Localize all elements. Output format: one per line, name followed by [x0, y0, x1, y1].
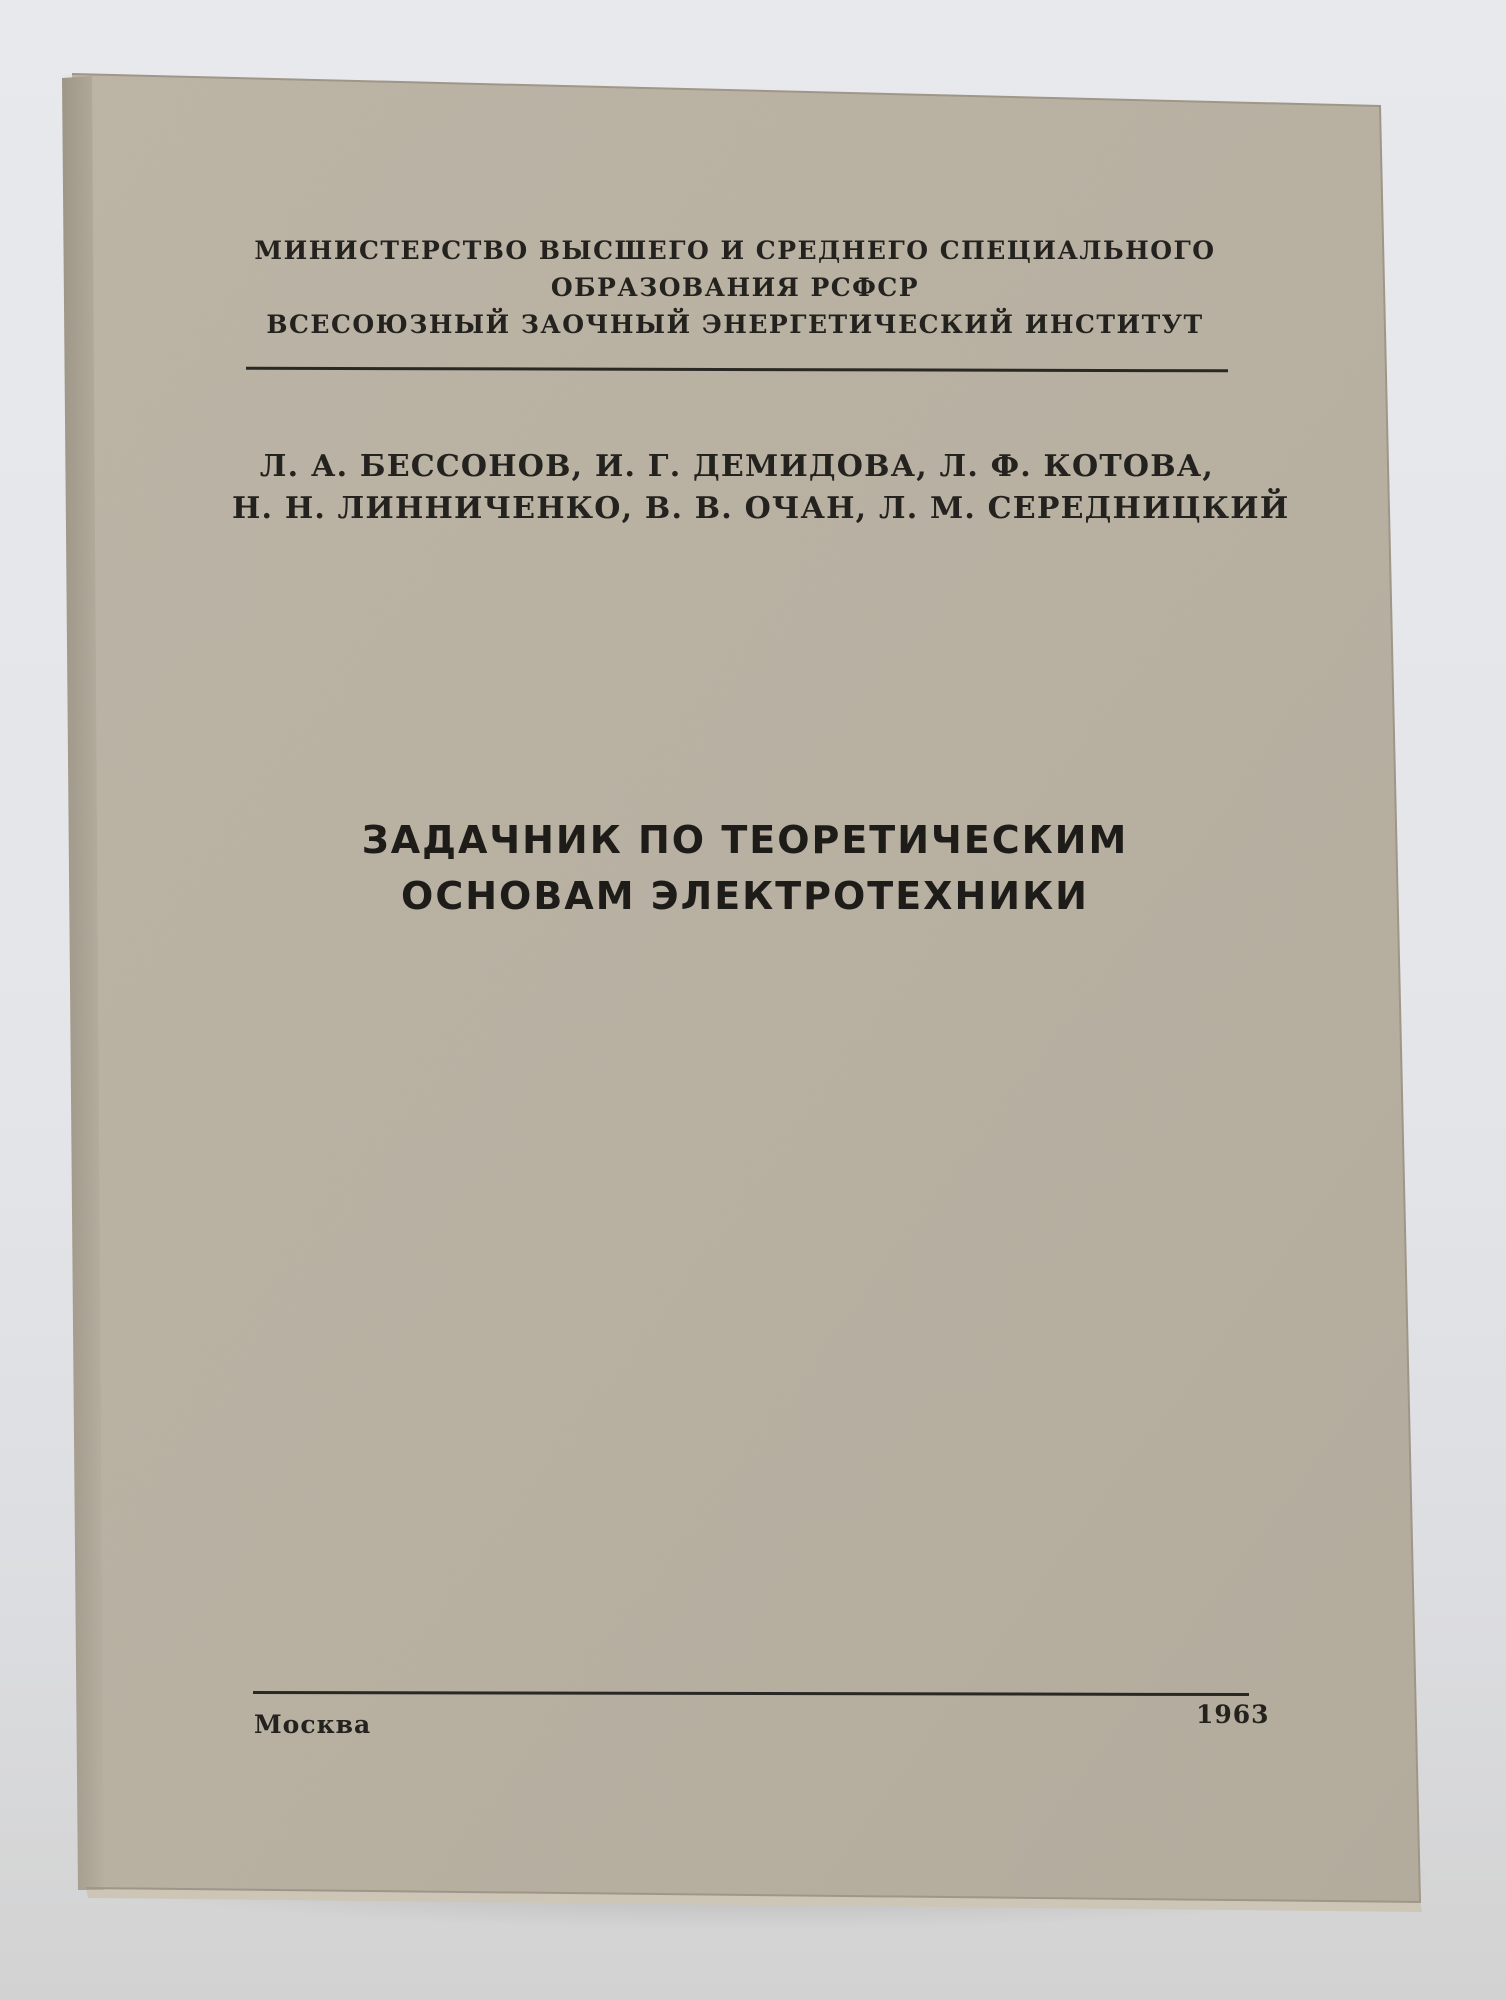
header-line-ministry: МИНИСТЕРСТВО ВЫСШЕГО И СРЕДНЕГО СПЕЦИАЛЬНОГО	[254, 236, 1216, 265]
publication-city: Москва	[254, 1710, 372, 1739]
footer-divider	[253, 1691, 1249, 1696]
header-line-education: ОБРАЗОВАНИЯ РСФСР	[550, 273, 920, 302]
header-divider	[246, 367, 1228, 373]
title-line: ЗАДАЧНИК ПО ТЕОРЕТИЧЕСКИМ	[361, 818, 1129, 862]
author-line: Л. А. БЕССОНОВ, И. Г. ДЕМИДОВА, Л. Ф. КОТОВА,	[259, 449, 1215, 484]
institution-header	[240, 232, 1230, 343]
title-line: ОСНОВАМ ЭЛЕКТРОТЕХНИКИ	[401, 874, 1089, 918]
publication-year: 1963	[1196, 1700, 1270, 1729]
book-title	[300, 812, 1190, 924]
header-line-institute: ВСЕСОЮЗНЫЙ ЗАОЧНЫЙ ЭНЕРГЕТИЧЕСКИЙ ИНСТИТУТ	[266, 310, 1204, 339]
author-line: Н. Н. ЛИННИЧЕНКО, В. В. ОЧАН, Л. М. СЕРЕДНИЦКИЙ	[232, 491, 1290, 526]
authors	[232, 446, 1290, 530]
